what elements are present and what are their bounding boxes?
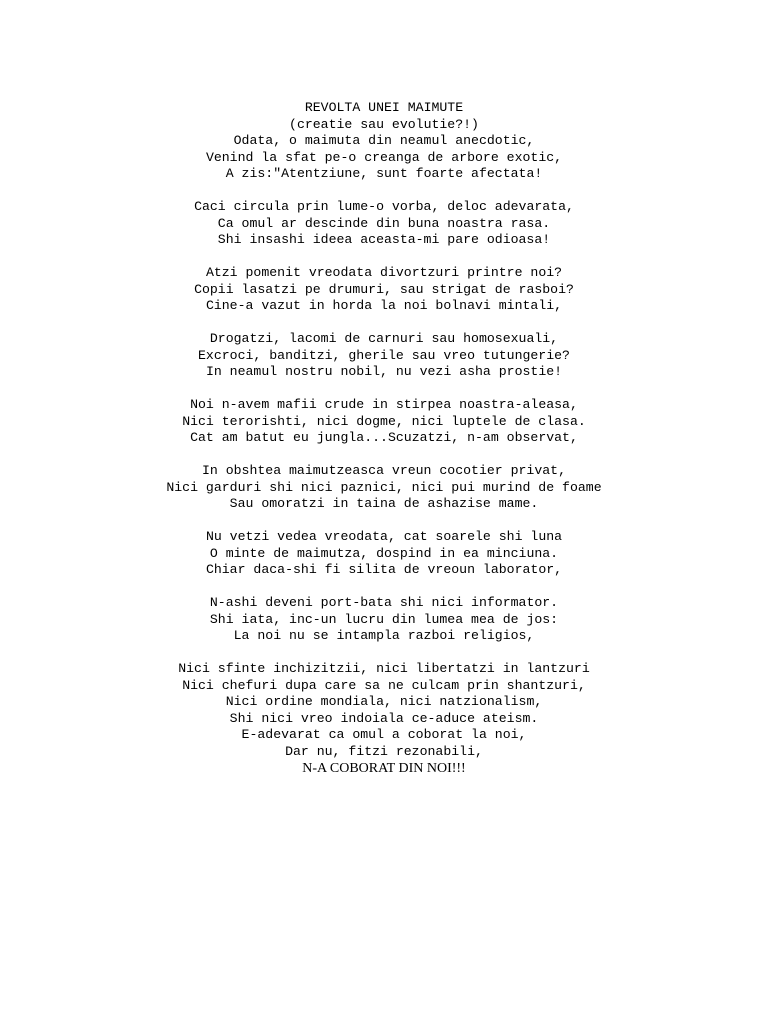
poem-line: Atzi pomenit vreodata divortzuri printre noi? [205, 265, 563, 280]
poem-line: Odata, o maimuta din neamul anecdotic, [233, 133, 535, 148]
poem-line: Cat am batut eu jungla...Scuzatzi, n-am observat, [190, 430, 578, 445]
poem-line: Chiar daca-shi fi silita de vreoun laborator, [205, 562, 563, 577]
poem-line: Shi iata, inc-un lucru din lumea mea de jos: [209, 611, 559, 627]
stanza-9 [0, 661, 768, 760]
poem-line: A zis:"Atentziune, sunt foarte afectata! [225, 166, 543, 181]
stanza-6 [0, 463, 768, 513]
poem-line: Nici chefuri dupa care sa ne culcam prin shantzuri, [182, 677, 586, 693]
stanza-8 [0, 595, 768, 645]
poem-line: Nici garduri shi nici paznici, nici pui murind de foame [166, 479, 602, 495]
stanza-divider [0, 645, 768, 662]
poem-line: O minte de maimutza, dospind in ea minciuna. [209, 545, 559, 561]
poem-line: Noi n-avem mafii crude in stirpea noastra-aleasa, [190, 397, 578, 412]
poem-line: Dar nu, fitzi rezonabili, [285, 743, 483, 759]
stanza-divider [0, 447, 768, 464]
poem-line: Shi nici vreo indoiala ce-aduce ateism. [229, 710, 539, 726]
poem-line: N-ashi deveni port-bata shi nici informator. [209, 595, 559, 610]
stanza-3 [0, 265, 768, 315]
stanza-divider [0, 579, 768, 596]
stanza-7 [0, 529, 768, 579]
stanza-divider [0, 315, 768, 332]
poem-line: In neamul nostru nobil, nu vezi asha prostie! [205, 364, 563, 379]
poem-line: Sau omoratzi in taina de ashazise mame. [229, 496, 539, 511]
poem-page [0, 100, 768, 777]
poem-line: Copii lasatzi pe drumuri, sau strigat de rasboi? [194, 281, 574, 297]
stanza-divider [0, 513, 768, 530]
poem-line: La noi nu se intampla razboi religios, [233, 628, 535, 643]
stanza-1 [0, 133, 768, 183]
poem-line: Cine-a vazut in horda la noi bolnavi mintali, [205, 298, 563, 313]
stanza-4 [0, 331, 768, 381]
poem-line: In obshtea maimutzeasca vreun cocotier privat, [201, 463, 567, 478]
poem-line: Nu vetzi vedea vreodata, cat soarele shi luna [205, 529, 563, 544]
stanza-divider [0, 249, 768, 266]
poem-line: Drogatzi, lacomi de carnuri sau homosexuali, [209, 331, 559, 346]
stanza-2 [0, 199, 768, 249]
stanza-divider [0, 381, 768, 398]
poem-line: Excroci, banditzi, gherile sau vreo tutungerie? [198, 347, 570, 363]
stanza-5 [0, 397, 768, 447]
poem-line: Venind la sfat pe-o creanga de arbore exotic, [205, 149, 563, 165]
poem-line: Nici ordine mondiala, nici natzionalism, [225, 694, 543, 709]
poem-line: Ca omul ar descinde din buna noastra rasa. [217, 215, 551, 231]
stanza-divider [0, 183, 768, 200]
poem-line: Shi insashi ideea aceasta-mi pare odioasa! [217, 232, 551, 247]
poem-final-line: N-A COBORAT DIN NOI!!! [302, 761, 466, 776]
poem-subtitle: (creatie sau evolutie?!) [289, 116, 479, 132]
poem-line: E-adevarat ca omul a coborat la noi, [241, 727, 527, 742]
poem-title: REVOLTA UNEI MAIMUTE [304, 100, 464, 115]
poem-line: Nici sfinte inchizitzii, nici libertatzi in lantzuri [178, 661, 590, 676]
poem-line: Nici terorishti, nici dogme, nici luptele de clasa. [182, 413, 586, 429]
poem-line: Caci circula prin lume-o vorba, deloc adevarata, [194, 199, 574, 214]
